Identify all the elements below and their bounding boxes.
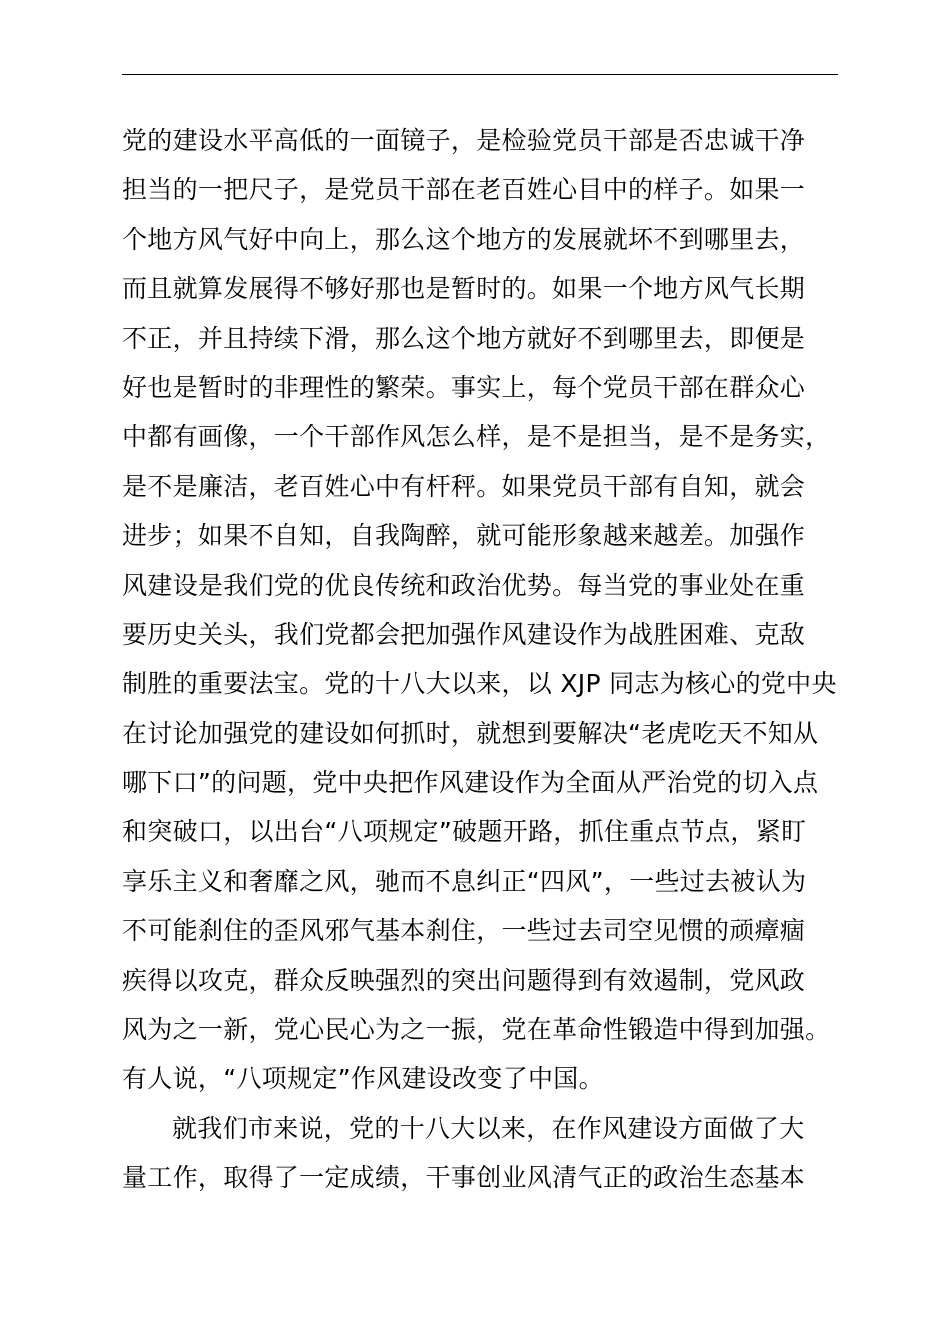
text-line: 好也是暂时的非理性的繁荣。事实上，每个党员干部在群众心	[122, 372, 806, 402]
header-divider	[122, 74, 838, 75]
paragraph-first-line: 就我们市来说，党的十八大以来，在作风建设方面做了大	[172, 1113, 805, 1143]
text-line: 享乐主义和奢靡之风，驰而不息纠正“四风”，一些过去被认为	[122, 866, 807, 896]
text-line: 哪下口”的问题，党中央把作风建设作为全面从严治党的切入点	[122, 768, 819, 798]
text-line: 疾得以攻克，群众反映强烈的突出问题得到有效遏制，党风政	[122, 965, 806, 995]
text-line: 制胜的重要法宝。党的十八大以来，以 XJP 同志为核心的党中央	[122, 669, 837, 699]
text-line: 在讨论加强党的建设如何抓时，就想到要解决“老虎吃天不知从	[122, 718, 819, 748]
text-line: 要历史关头，我们党都会把加强作风建设作为战胜困难、克敌	[122, 619, 806, 649]
text-line: 不正，并且持续下滑，那么这个地方就好不到哪里去，即便是	[122, 323, 806, 353]
text-line: 风建设是我们党的优良传统和政治优势。每当党的事业处在重	[122, 570, 806, 600]
text-line: 风为之一新，党心民心为之一振，党在革命性锻造中得到加强。	[122, 1015, 831, 1045]
text-line: 是不是廉洁，老百姓心中有杆秤。如果党员干部有自知，就会	[122, 471, 806, 501]
text-line: 个地方风气好中向上，那么这个地方的发展就坏不到哪里去，	[122, 224, 806, 254]
text-line: 不可能刹住的歪风邪气基本刹住，一些过去司空见惯的顽瘴痼	[122, 916, 806, 946]
text-line: 和突破口，以出台“八项规定”破题开路，抓住重点节点，紧盯	[122, 817, 807, 847]
text-line: 担当的一把尺子，是党员干部在老百姓心目中的样子。如果一	[122, 175, 806, 205]
text-line: 党的建设水平高低的一面镜子，是检验党员干部是否忠诚干净	[122, 126, 806, 155]
body-text	[122, 116, 882, 1203]
text-line: 而且就算发展得不够好那也是暂时的。如果一个地方风气长期	[122, 274, 806, 304]
text-line: 有人说，“八项规定”作风建设改变了中国。	[122, 1064, 604, 1094]
text-line: 中都有画像，一个干部作风怎么样，是不是担当，是不是务实，	[122, 422, 831, 452]
text-line: 进步；如果不自知，自我陶醉，就可能形象越来越差。加强作	[122, 521, 806, 551]
text-line: 量工作，取得了一定成绩，干事创业风清气正的政治生态基本	[122, 1163, 806, 1193]
